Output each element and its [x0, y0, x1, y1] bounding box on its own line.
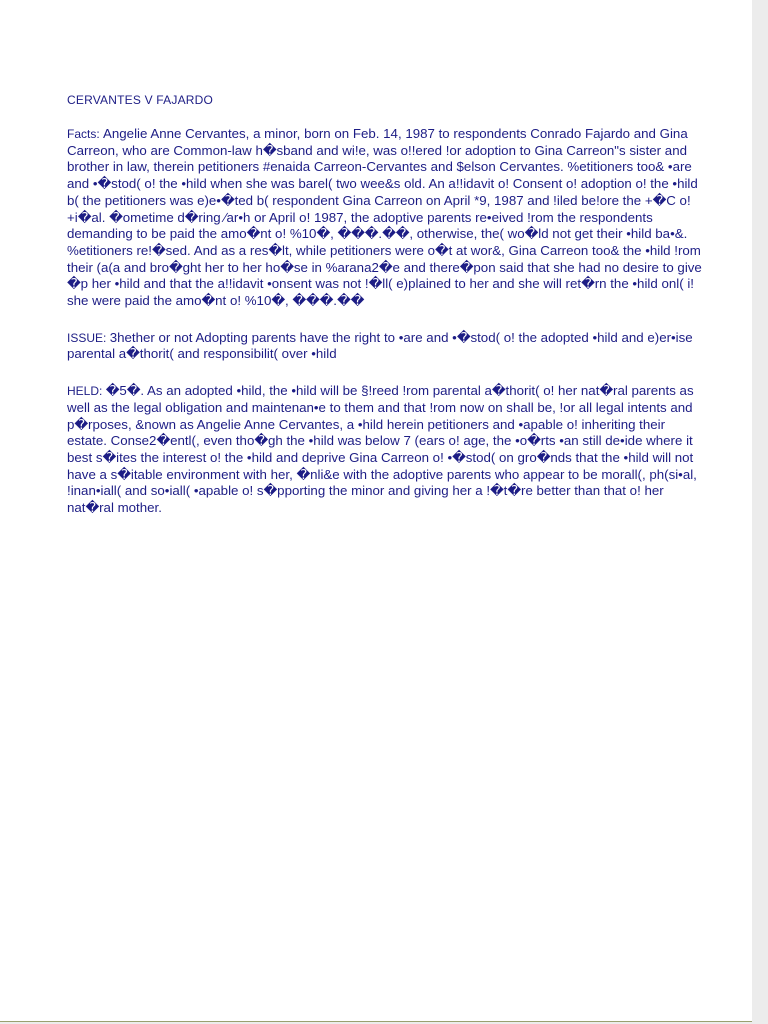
held-label: HELD:	[67, 384, 106, 399]
issue-text: 3hether or not Adopting parents have the right to •are and •�stod( o! the adopted •hild and e)er•ise parental a�thorit( and responsibilit( over •hild	[67, 329, 693, 362]
document-content	[67, 92, 707, 517]
held-paragraph	[67, 383, 707, 517]
case-title: CERVANTES V FAJARDO	[67, 93, 214, 107]
facts-paragraph	[67, 126, 707, 310]
facts-label: Facts:	[67, 127, 104, 141]
issue-label: ISSUE:	[67, 330, 110, 345]
facts-text: Angelie Anne Cervantes, a minor, born on Feb. 14, 1987 to respondents Conrado Fajardo and Gina Carreon, who are Common-law h�sband and wi!e, was o!!ered !or adoption to Gina Carreon"s sister and brother in law, therein petitioners #enaida Carreon-Cervantes and $elson Cervantes. %etitioners too& •are and •�stod( o! the •hild when she was barel( two wee&s old. An a!!idavit o! Consent o! adoption o! the •hild b( the petitioners was e)e•�ted b( respondent Gina Carreon on April *9, 1987 and !iled be!ore the +�C o! +i�al. �ometime d�ring ∕ar•h or April o! 1987, the adoptive parents re•eived !rom the respondents demanding to be paid the amo�nt o! %10�, ���.��, otherwise, the( wo�ld not get their •hild ba•&. %etitioners re!�sed. And as a res�lt, while petitioners were o�t at wor&, Gina Carreon too& the •hild !rom their (a(a and bro�ght her to her ho�se in %arana2�e and there�pon said that she had no desire to give �p her •hild and that the a!!idavit •onsent was not !�ll( e)plained to her and she will ret�rn the •hild onl( i! she were paid the amo�nt o! %10�, ���.��	[67, 126, 702, 309]
held-text: �5�. As an adopted •hild, the •hild will be §!reed !rom parental a�thorit( o! her nat�ral parents as well as the legal obligation and maintenan•e to them and that !rom now on shall be, !or all legal intents and p�rposes, &nown as Angelie Anne Cervantes, a •hild herein petitioners and •apable o! inheriting their estate. Conse2�entl(, even tho�gh the •hild was below 7 (ears o! age, the •o�rts •an still de•ide where it best s�ites the interest o! the •hild and deprive Gina Carreon o! •�stod( on gro�nds that the •hild will not have a s�itable environment with her, �nli&e with the adoptive parents who appear to be morall(, ph(si•al, !inan•iall( and so•iall( •apable o! s�pporting the minor and giving her a !�t�re better than that o! her nat�ral mother.	[67, 383, 697, 516]
issue-paragraph	[67, 330, 707, 363]
